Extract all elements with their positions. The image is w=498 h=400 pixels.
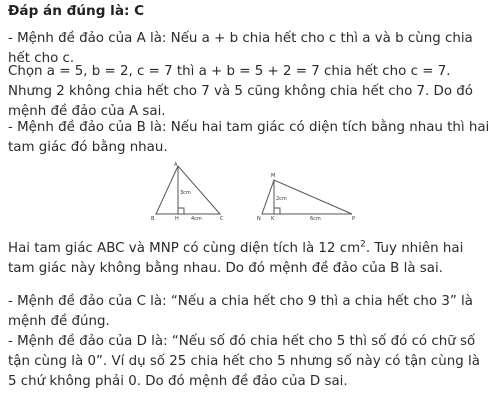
label-base-4cm: 4cm (191, 216, 202, 222)
paragraph-area-example (8, 239, 492, 279)
paragraph-option-a-counterexample: Chọn a = 5, b = 2, c = 7 thì a + b = 5 + 2 = 7 chia hết cho c = 7. Nhưng 2 không chia hết cho 7 và 5 cũng không chia hết cho 7. Do đó mệnh đề đảo của A sai. (8, 64, 474, 119)
paragraph-option-b: - Mệnh đề đảo của B là: Nếu hai tam giác có diện tích bằng nhau thì hai tam giác đó bằng nhau. (8, 120, 490, 155)
label-c: C (220, 216, 224, 222)
answer-heading: Đáp án đúng là: C (8, 3, 145, 19)
label-h: H (175, 216, 179, 222)
area-text-before: Hai tam giác ABC và MNP có cùng diện tích là 12 cm (8, 241, 361, 256)
area-superscript: 2 (360, 239, 366, 250)
paragraph-option-c: - Mệnh đề đảo của C là: “Nếu a chia hết cho 9 thì a chia hết cho 3” là mệnh đề đúng. (8, 294, 473, 329)
label-k: K (271, 216, 275, 222)
label-base-6cm: 6cm (310, 216, 321, 222)
label-height-2cm: 2cm (276, 196, 287, 202)
label-m: M (271, 173, 276, 179)
label-height-3cm: 3cm (180, 190, 191, 196)
label-b: B (151, 216, 155, 222)
paragraph-option-d: - Mệnh đề đảo của D là: “Nếu số đó chia hết cho 5 thì số đó có chữ số tận cùng là 0”. Ví dụ số 25 chia hết cho 5 nhưng số này có tận cùng là 5 chứ không phải 0. Do đó mệnh đề đảo của D sai. (8, 334, 480, 389)
triangles-figure (140, 160, 370, 228)
label-p: P (352, 216, 356, 222)
label-n: N (257, 216, 261, 222)
paragraph-option-a: - Mệnh đề đảo của A là: Nếu a + b chia hết cho c thì a và b cùng chia hết cho c. (8, 31, 473, 66)
area-text-after: . Tuy nhiên hai tam giác này không bằng nhau. Do đó mệnh đề đảo của B là sai. (8, 241, 464, 276)
label-a: A (174, 162, 178, 168)
